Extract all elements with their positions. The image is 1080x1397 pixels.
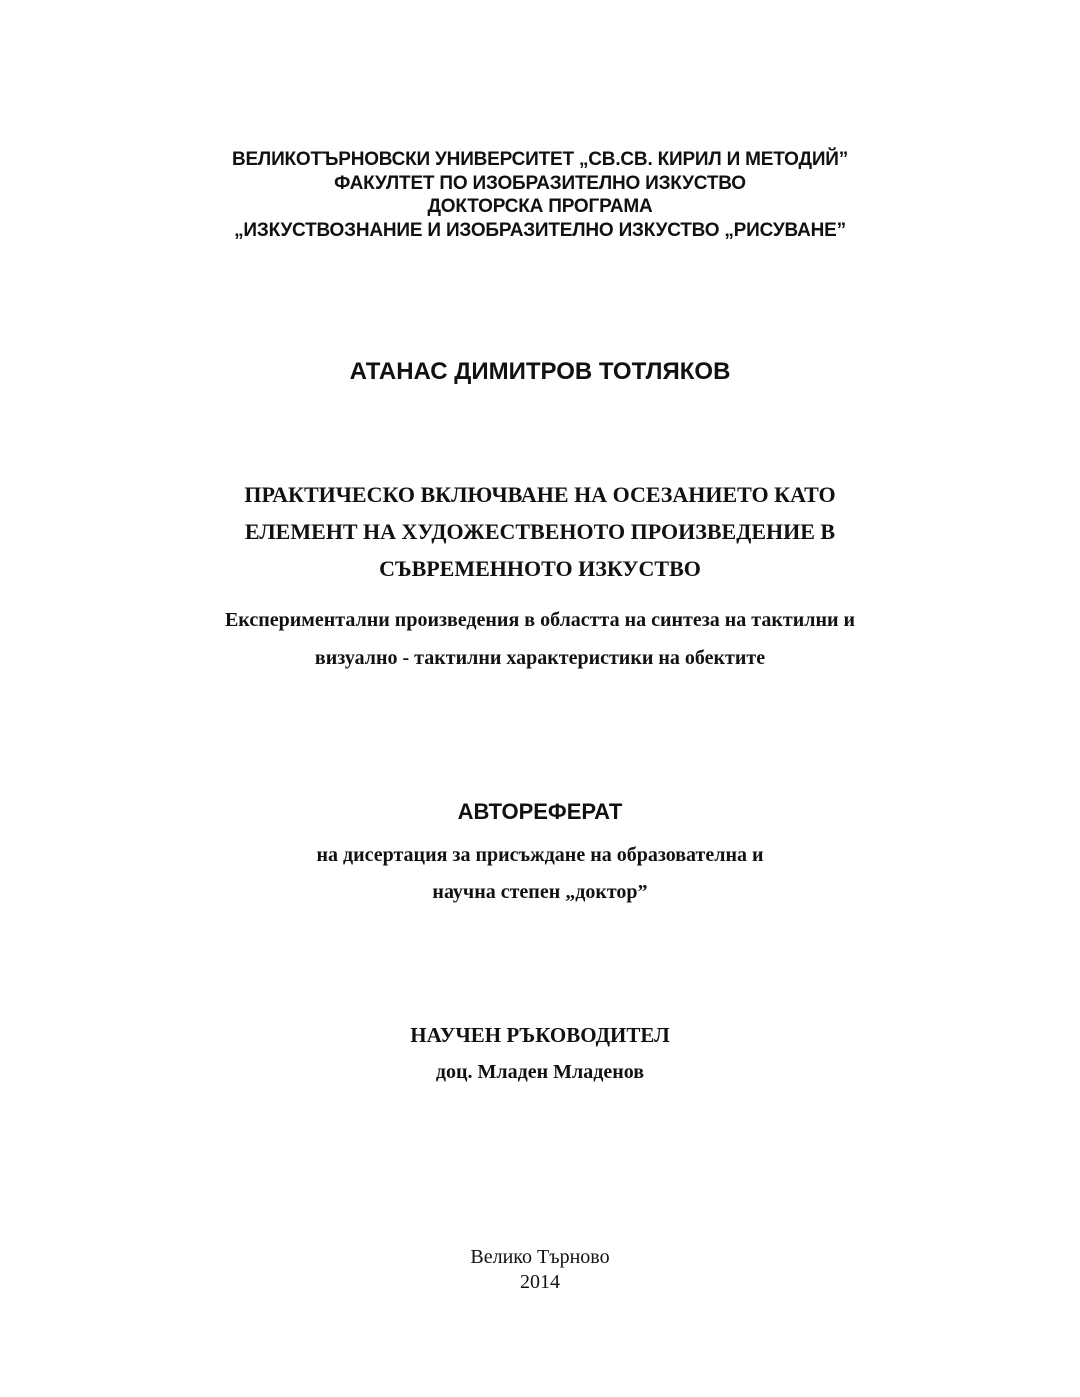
title-line-3: СЪВРЕМЕННОТО ИЗКУСТВО (379, 556, 701, 581)
subtitle-line-1: Експериментални произведения в областта на синтеза на тактилни и (224, 609, 856, 631)
university-header (0, 0, 1080, 242)
title-line-2: ЕЛЕМЕНТ НА ХУДОЖЕСТВЕНОТО ПРОИЗВЕДЕНИЕ В (244, 519, 836, 544)
subtitle-line-2: визуално - тактилни характеристики на обектите (314, 647, 766, 669)
dissertation-subtitle (0, 601, 1080, 677)
abstract-line-1: на дисертация за присъждане на образователна и (316, 844, 764, 866)
imprint-block (0, 1245, 1080, 1295)
author-name: АТАНАС ДИМИТРОВ ТОТЛЯКОВ (349, 358, 731, 385)
title-line-1: ПРАКТИЧЕСКО ВКЛЮЧВАНЕ НА ОСЕЗАНИЕТО КАТО (244, 482, 836, 507)
program-name: „ИЗКУСТВОЗНАНИЕ И ИЗОБРАЗИТЕЛНО ИЗКУСТВО „РИСУВАНЕ” (234, 219, 846, 241)
city: Велико Търново (470, 1246, 610, 1268)
dissertation-title (0, 476, 1080, 587)
university-name: ВЕЛИКОТЪРНОВСКИ УНИВЕРСИТЕТ „СВ.СВ. КИРИЛ И МЕТОДИЙ” (231, 149, 849, 170)
abstract-description (0, 837, 1080, 911)
supervisor-block (0, 1023, 1080, 1085)
year: 2014 (520, 1271, 560, 1293)
supervisor-name: доц. Младен Младенов (435, 1061, 645, 1083)
faculty-name: ФАКУЛТЕТ ПО ИЗОБРАЗИТЕЛНО ИЗКУСТВО (334, 172, 746, 194)
abstract-line-2: научна степен „доктор” (432, 881, 648, 903)
doctoral-program-label: ДОКТОРСКА ПРОГРАМА (427, 196, 653, 217)
supervisor-heading: НАУЧЕН РЪКОВОДИТЕЛ (410, 1023, 670, 1047)
abstract-heading: АВТОРЕФЕРАТ (457, 799, 623, 824)
